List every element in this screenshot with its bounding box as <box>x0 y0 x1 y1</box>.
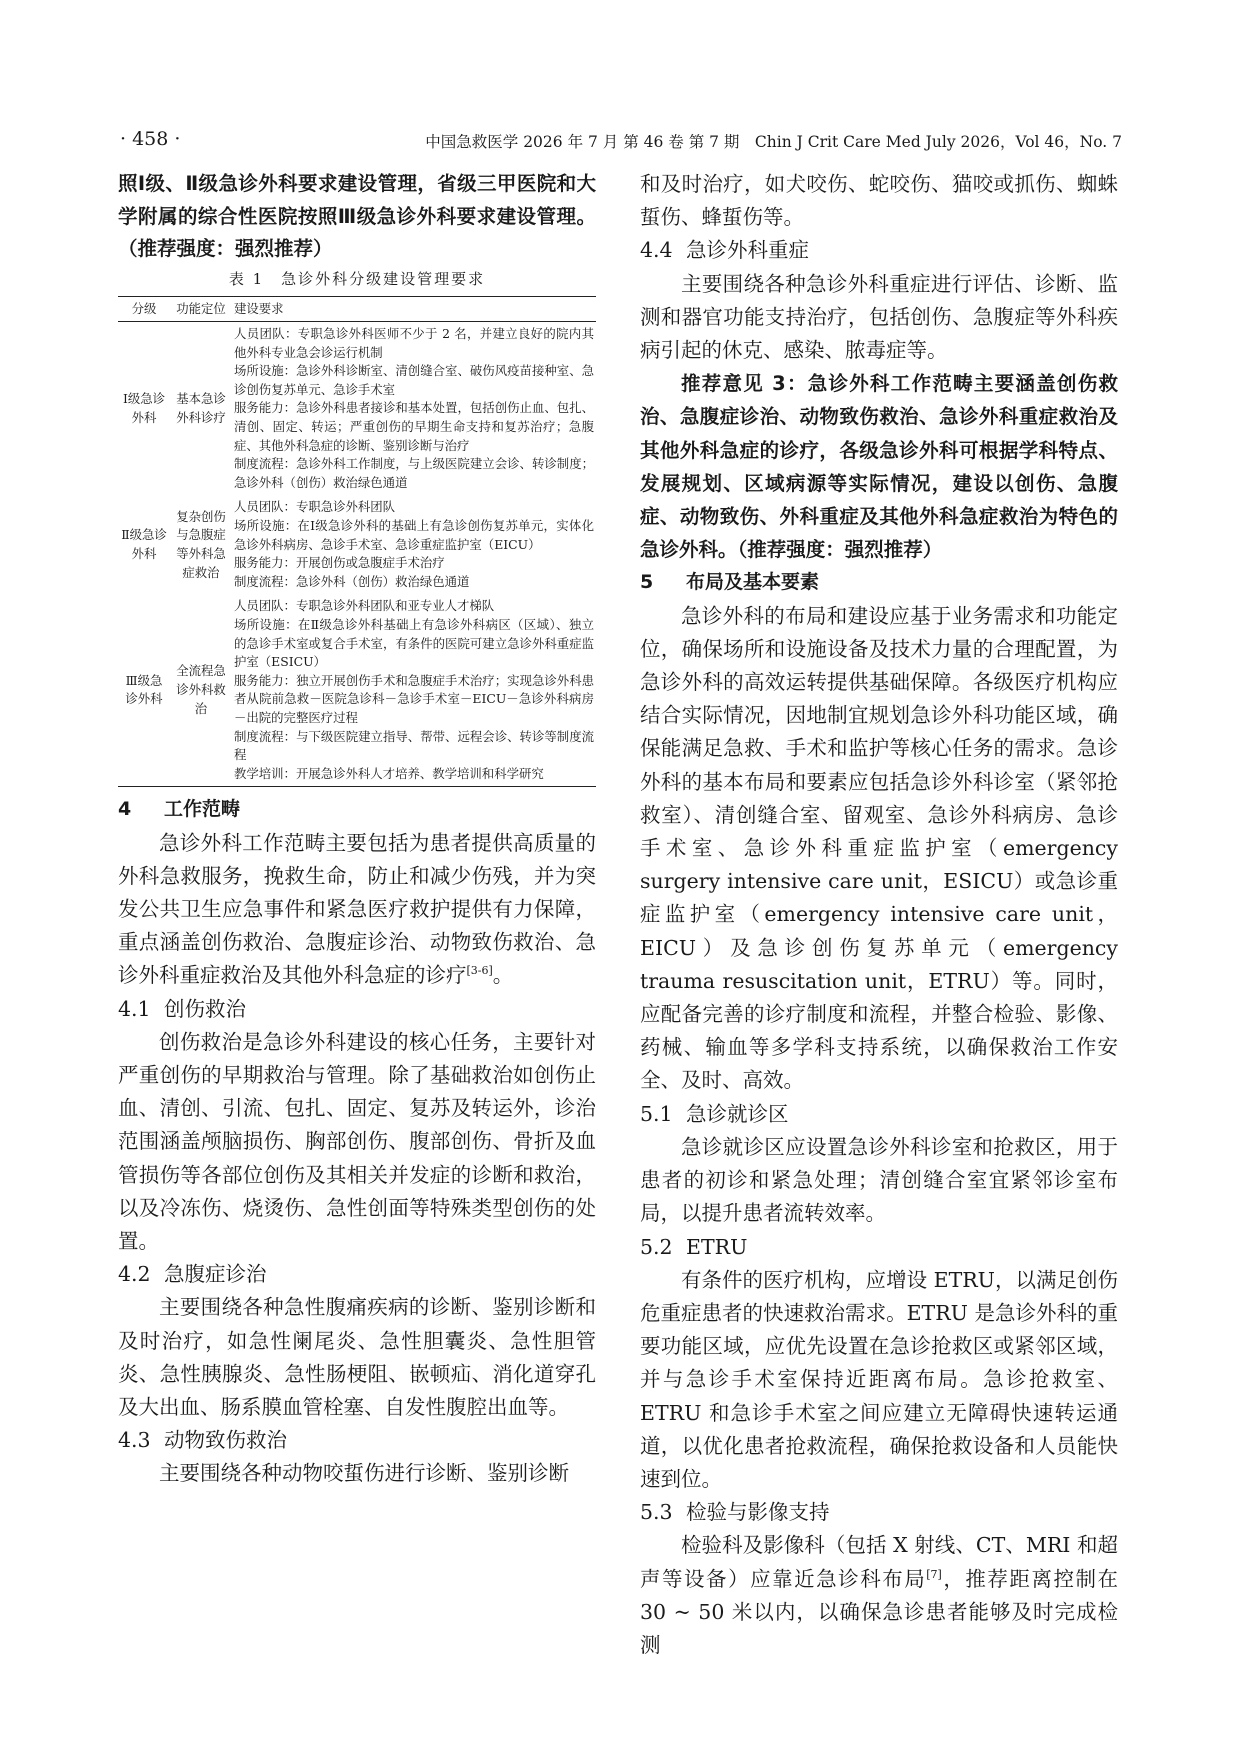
paragraph: 急诊外科的布局和建设应基于业务需求和功能定位，确保场所和设施设备及技术力量的合理配置，为急诊外科的高效运转提供基础保障。各级医疗机构应结合实际情况，因地制宜规划急诊外科功能区域，确保能满足急救、手术和监护等核心任务的需求。急诊外科的基本布局和要素应包括急诊外科诊室（紧邻抢救室）、清创缝合室、留观室、急诊外科病房、急诊手术室、急诊外科重症监护室（emergency surgery intensive care unit，ESICU）或急诊重症监护室（emergency intensive care unit，EICU）及急诊创伤复苏单元（emergency trauma resuscitation unit，ETRU）等。同时，应配备完善的诊疗制度和流程，并整合检验、影像、药械、输血等多学科支持系统，以确保救治工作安全、及时、高效。 <box>640 603 1118 1093</box>
recommendation-continued: 照Ⅰ级、Ⅱ级急诊外科要求建设管理，省级三甲医院和大学附属的综合性医院按照Ⅲ级急诊外科要求建设管理。（推荐强度：强烈推荐） <box>118 172 596 260</box>
section-number: 4.2 <box>118 1262 151 1287</box>
table-row <box>118 594 596 786</box>
table-row <box>118 322 596 496</box>
subsection-heading <box>640 1231 1118 1264</box>
citation-ref: [3-6] <box>466 964 493 978</box>
paragraph-text: 急诊外科工作范畴主要包括为患者提供高质量的外科急救服务，挽救生命，防止和减少伤残，并为突发公共卫生应急事件和紧急医疗救护提供有力保障，重点涵盖创伤救治、急腹症诊治、动物致伤救治、急诊外科重症救治及其他外科急症的诊疗 <box>118 830 596 988</box>
section-title: 工作范畴 <box>164 798 241 821</box>
section-title: 动物致伤救治 <box>164 1428 287 1453</box>
paragraph: 主要围绕各种急性腹痛疾病的诊断、鉴别诊断和及时治疗，如急性阑尾炎、急性胆囊炎、急性胆管炎、急性胰腺炎、急性肠梗阻、嵌顿疝、消化道穿孔及大出血、肠系膜血管栓塞、自发性腹腔出血等。 <box>118 1295 596 1419</box>
level-cell: Ⅰ级急诊外科 <box>122 391 166 425</box>
section-title: 布局及基本要素 <box>686 571 820 594</box>
section-number: 4.3 <box>118 1428 151 1453</box>
right-column <box>640 168 1118 1662</box>
grading-table <box>118 296 596 788</box>
table-header-cell: 分级 <box>118 296 170 322</box>
paragraph-text: 检验科及影像科（包括 X 射线、CT、MRI 和超声等设备）应靠近急诊科布局 <box>640 1533 1118 1591</box>
section-number: 4.1 <box>118 996 151 1021</box>
level-cell: Ⅲ级急诊外科 <box>118 594 170 786</box>
requirement-line: 人员团队：专职急诊外科医师不少于 2 名，并建立良好的院内其他外科专业急会诊运行机制 <box>234 326 594 360</box>
paragraph <box>118 827 596 993</box>
requirement-line: 服务能力：独立开展创伤手术和急腹症手术治疗；实现急诊外科患者从院前急救－医院急诊科－急诊手术室－EICU－急诊外科病房－出院的完整医疗过程 <box>234 672 594 725</box>
requirement-line: 服务能力：急诊外科患者接诊和基本处置，包括创伤止血、包扎、清创、固定、转运；严重创伤的早期生命支持和复苏治疗；急腹症、其他外科急症的诊断、鉴别诊断与治疗 <box>234 400 594 453</box>
left-column <box>118 168 596 1491</box>
section-heading <box>118 793 596 826</box>
table-header-cell: 建设要求 <box>232 296 596 322</box>
subsection-heading <box>640 234 1118 267</box>
table-header-row <box>118 296 596 322</box>
subsection-heading <box>640 1496 1118 1529</box>
requirement-line: 场所设施：在Ⅱ级急诊外科基础上有急诊外科病区（区域）、独立的急诊手术室或复合手术室，有条件的医院可建立急诊外科重症监护室（ESICU） <box>234 617 594 670</box>
paragraph: 创伤救治是急诊外科建设的核心任务，主要针对严重创伤的早期救治与管理。除了基础救治如创伤止血、清创、引流、包扎、固定、复苏及转运外，诊治范围涵盖颅脑损伤、胸部创伤、腹部创伤、骨折及血管损伤等各部位创伤及其相关并发症的诊断和救治，以及冷冻伤、烧烫伤、急性创面等特殊类型创伤的处置。 <box>118 1029 596 1253</box>
running-header <box>120 128 1122 152</box>
requirement-line: 场所设施：急诊外科诊断室、清创缝合室、破伤风疫苗接种室、急诊创伤复苏单元、急诊手术室 <box>234 363 594 397</box>
requirement-line: 教学培训：开展急诊外科人才培养、教学培训和科学研究 <box>234 765 544 781</box>
section-number: 5.2 <box>640 1234 673 1259</box>
section-title: 急诊就诊区 <box>686 1101 789 1126</box>
subsection-heading <box>640 1098 1118 1131</box>
section-number: 4.4 <box>640 238 673 263</box>
section-title: 创伤救治 <box>164 996 246 1021</box>
section-number: 5.1 <box>640 1101 673 1126</box>
requirement-line: 制度流程：急诊外科（创伤）救治绿色通道 <box>234 573 470 589</box>
paragraph <box>640 1529 1118 1662</box>
requirements-cell <box>232 322 596 496</box>
section-number: 4 <box>118 798 132 821</box>
section-title: ETRU <box>686 1234 748 1259</box>
level-cell: Ⅱ级急诊外科 <box>121 527 167 561</box>
journal-citation: 中国急救医学 2026 年 7 月 第 46 卷 第 7 期 Chin J Crit Care Med July 2026，Vol 46，No. 7 <box>425 133 1122 151</box>
paragraph-text: ，推荐距离控制在 30 ~ 50 米以内，以确保急诊患者能够及时完成检测 <box>640 1566 1119 1657</box>
page-number: · 458 · <box>120 128 181 150</box>
subsection-heading <box>118 1258 596 1291</box>
subsection-heading <box>118 1424 596 1457</box>
table-caption: 表 1 急诊外科分级建设管理要求 <box>228 269 486 288</box>
table-header-cell: 功能定位 <box>170 296 232 322</box>
requirement-line: 人员团队：专职急诊外科团队和亚专业人才梯队 <box>234 598 495 614</box>
function-cell: 全流程急诊外科救治 <box>170 594 232 786</box>
paragraph: 和及时治疗，如犬咬伤、蛇咬伤、猫咬或抓伤、蜘蛛蜇伤、蜂蜇伤等。 <box>640 172 1118 230</box>
requirement-line: 制度流程：急诊外科工作制度，与上级医院建立会诊、转诊制度；急诊外科（创伤）救治绿色通道 <box>234 456 594 490</box>
requirement-line: 场所设施：在Ⅰ级急诊外科的基础上有急诊创伤复苏单元，实体化急诊外科病房、急诊手术室、急诊重症监护室（EICU） <box>234 518 594 552</box>
paragraph: 有条件的医疗机构，应增设 ETRU，以满足创伤危重症患者的快速救治需求。ETRU 是急诊外科的重要功能区域，应优先设置在急诊抢救区或紧邻区域，并与急诊手术室保持近距离布局。急诊抢救室、ETRU 和急诊手术室之间应建立无障碍快速转运通道，以优化患者抢救流程，确保抢救设备和人员能快速到位。 <box>640 1267 1118 1491</box>
paragraph: 主要围绕各种急诊外科重症进行评估、诊断、监测和器官功能支持治疗，包括创伤、急腹症等外科疾病引起的休克、感染、脓毒症等。 <box>640 271 1118 363</box>
section-heading <box>640 566 1118 599</box>
function-cell: 复杂创伤与急腹症等外科急症救治 <box>176 508 226 580</box>
section-title: 急诊外科重症 <box>686 238 809 263</box>
function-cell: 基本急诊外科诊疗 <box>176 391 226 425</box>
section-number: 5 <box>640 571 654 594</box>
table-row <box>118 495 596 594</box>
subsection-heading <box>118 993 596 1026</box>
paragraph: 急诊就诊区应设置急诊外科诊室和抢救区，用于患者的初诊和紧急处理；清创缝合室宜紧邻诊室布局，以提升患者流转效率。 <box>640 1134 1118 1226</box>
requirements-cell <box>232 495 596 594</box>
requirement-line: 制度流程：与下级医院建立指导、帮带、远程会诊、转诊等制度流程 <box>234 728 594 763</box>
citation-ref: [7] <box>926 1567 942 1581</box>
section-number: 5.3 <box>640 1500 673 1525</box>
section-title: 急腹症诊治 <box>164 1262 267 1287</box>
recommendation-3: 推荐意见 3：急诊外科工作范畴主要涵盖创伤救治、急腹症诊治、动物致伤救治、急诊外科重症救治及其他外科急症的诊疗，各级急诊外科可根据学科特点、发展规划、区域病源等实际情况，建设以创伤、急腹症、动物致伤、外科重症及其他外科急症救治为特色的急诊外科。（推荐强度：强烈推荐） <box>640 372 1118 562</box>
paragraph: 主要围绕各种动物咬蜇伤进行诊断、鉴别诊断 <box>159 1461 569 1486</box>
requirement-line: 服务能力：开展创伤或急腹症手术治疗 <box>234 555 445 571</box>
requirements-cell <box>232 594 596 786</box>
section-title: 检验与影像支持 <box>686 1500 830 1525</box>
paragraph-end: 。 <box>492 963 514 988</box>
requirement-line: 人员团队：专职急诊外科团队 <box>234 499 396 515</box>
